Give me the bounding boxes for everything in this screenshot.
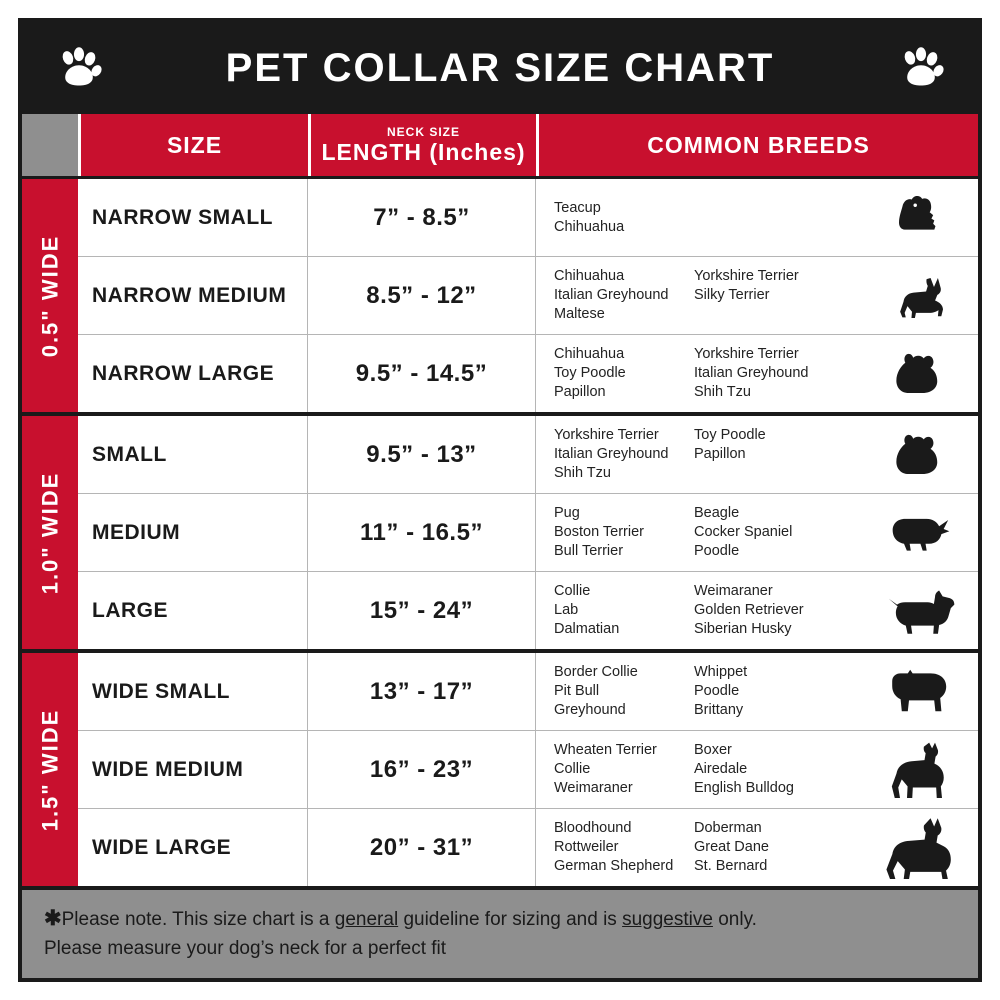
breed-item: Chihuahua <box>554 346 625 362</box>
row-breeds <box>536 179 978 256</box>
breed-item: Lab <box>554 602 579 618</box>
breed-column-2 <box>694 741 844 798</box>
footer-line-2: Please measure your dog’s neck for a perfect fit <box>44 938 447 959</box>
table-header-row <box>22 114 978 179</box>
breed-column-1 <box>554 345 694 402</box>
group-label-standard <box>22 416 78 649</box>
breed-item: Wheaten Terrier <box>554 742 657 758</box>
group-label-text: 1.5" WIDE <box>37 708 63 831</box>
breed-column-2 <box>694 582 844 639</box>
row-length: 8.5” - 12” <box>308 257 536 334</box>
row-length: 13” - 17” <box>308 653 536 730</box>
footer-text-b: guideline for sizing and is <box>398 909 623 930</box>
row-length: 11” - 16.5” <box>308 494 536 571</box>
column-header-length <box>311 114 539 176</box>
row-size: WIDE LARGE <box>78 809 308 886</box>
group-label-wide <box>22 653 78 886</box>
row-size: NARROW SMALL <box>78 179 308 256</box>
breed-item: Bull Terrier <box>554 543 624 559</box>
breed-item: Airedale <box>694 761 748 777</box>
breed-column-2 <box>694 345 844 402</box>
table-body <box>22 179 978 886</box>
breed-item: Toy Poodle <box>694 427 766 443</box>
breed-column-2 <box>694 504 844 561</box>
asterisk-icon: ✱ <box>44 907 62 930</box>
footer-text-c: only. <box>712 909 757 930</box>
breed-column-2 <box>694 819 844 876</box>
row-length: 7” - 8.5” <box>308 179 536 256</box>
row-size: SMALL <box>78 416 308 493</box>
group-rows <box>78 653 978 886</box>
breed-item: Boxer <box>694 742 732 758</box>
doberman-silhouette <box>876 817 972 879</box>
breed-item: Chihuahua <box>554 268 625 284</box>
breed-item: Greyhound <box>554 702 626 718</box>
footer-text-a: Please note. This size chart is a <box>61 909 335 930</box>
breed-column-1 <box>554 819 694 876</box>
breed-item: Rottweiler <box>554 839 619 855</box>
breed-item: Siberian Husky <box>694 621 792 637</box>
breed-column-1 <box>554 741 694 798</box>
breed-item: Yorkshire Terrier <box>694 268 799 284</box>
breed-item: Weimaraner <box>694 583 773 599</box>
breed-item: Pit Bull <box>554 683 600 699</box>
column-header-size: SIZE <box>81 114 311 176</box>
row-size: LARGE <box>78 572 308 649</box>
table-row <box>78 809 978 886</box>
boxer-silhouette <box>876 741 972 799</box>
group-rows <box>78 416 978 649</box>
row-breeds <box>536 416 978 493</box>
footer-line-1 <box>44 904 956 934</box>
paw-icon <box>56 45 102 91</box>
breed-column-1 <box>554 426 694 483</box>
breed-column-2 <box>694 199 844 237</box>
row-breeds <box>536 653 978 730</box>
row-breeds <box>536 335 978 412</box>
row-length: 15” - 24” <box>308 572 536 649</box>
breed-column-1 <box>554 267 694 324</box>
breed-item: Chihuahua <box>554 218 625 235</box>
footer-note <box>22 886 978 978</box>
breed-item: Papillon <box>554 384 606 400</box>
breed-item: German Shepherd <box>554 858 674 874</box>
row-size: WIDE SMALL <box>78 653 308 730</box>
row-breeds <box>536 731 978 808</box>
size-group <box>22 179 978 416</box>
group-label-text: 1.0" WIDE <box>37 471 63 594</box>
breed-item: Border Collie <box>554 664 638 680</box>
breed-item: Shih Tzu <box>554 465 611 481</box>
table-row <box>78 572 978 649</box>
breed-column-1 <box>554 582 694 639</box>
row-length: 16” - 23” <box>308 731 536 808</box>
table-row <box>78 416 978 494</box>
chihuahua-silhouette <box>876 274 972 318</box>
breed-item: Weimaraner <box>554 780 633 796</box>
breed-item: English Bulldog <box>694 780 794 796</box>
breed-item: Brittany <box>694 702 744 718</box>
footer-underline-suggestive: suggestive <box>622 909 713 930</box>
table-row <box>78 179 978 257</box>
breed-item: Toy Poodle <box>554 365 626 381</box>
size-group <box>22 653 978 886</box>
breed-column-2 <box>694 267 844 324</box>
footer-underline-general: general <box>334 909 399 930</box>
row-breeds <box>536 572 978 649</box>
row-breeds <box>536 494 978 571</box>
breed-item: St. Bernard <box>694 858 768 874</box>
breed-item: Beagle <box>694 505 740 521</box>
breed-item: Italian Greyhound <box>554 287 669 303</box>
breed-item: Whippet <box>694 664 748 680</box>
breed-item: Boston Terrier <box>554 524 644 540</box>
row-length: 9.5” - 14.5” <box>308 335 536 412</box>
column-header-length-label: LENGTH (Inches) <box>321 138 526 165</box>
column-header-breeds: COMMON BREEDS <box>539 114 978 176</box>
row-size: WIDE MEDIUM <box>78 731 308 808</box>
papillon-silhouette <box>876 432 972 478</box>
row-breeds <box>536 257 978 334</box>
breed-item: Collie <box>554 761 591 777</box>
chart-frame <box>18 18 982 982</box>
breed-item: Teacup <box>554 199 601 216</box>
row-length: 9.5” - 13” <box>308 416 536 493</box>
chart-header <box>22 22 978 114</box>
breed-item: Italian Greyhound <box>554 446 669 462</box>
breed-item: Papillon <box>694 446 746 462</box>
group-label-text: 0.5" WIDE <box>37 234 63 357</box>
breed-item: Pug <box>554 505 580 521</box>
breed-item: Collie <box>554 583 591 599</box>
table-row <box>78 335 978 412</box>
breed-item: Cocker Spaniel <box>694 524 793 540</box>
breed-item: Poodle <box>694 543 740 559</box>
row-size: NARROW MEDIUM <box>78 257 308 334</box>
row-size: MEDIUM <box>78 494 308 571</box>
breed-item: Dalmatian <box>554 621 620 637</box>
terrier-silhouette <box>876 196 972 240</box>
breed-item: Yorkshire Terrier <box>694 346 799 362</box>
table-row <box>78 257 978 335</box>
group-label-narrow <box>22 179 78 412</box>
paw-icon <box>898 45 944 91</box>
pug-silhouette <box>876 513 972 553</box>
page-title: PET COLLAR SIZE CHART <box>225 45 775 90</box>
breed-item: Silky Terrier <box>694 287 770 303</box>
breed-item: Italian Greyhound <box>694 365 809 381</box>
breed-column-1 <box>554 663 694 720</box>
breed-item: Doberman <box>694 820 762 836</box>
breed-item: Bloodhound <box>554 820 632 836</box>
breed-column-2 <box>694 426 844 483</box>
group-rows <box>78 179 978 412</box>
table-row <box>78 653 978 731</box>
breed-item: Golden Retriever <box>694 602 804 618</box>
breed-item: Poodle <box>694 683 740 699</box>
row-size: NARROW LARGE <box>78 335 308 412</box>
width-column-header-spacer <box>22 114 81 176</box>
breed-item: Great Dane <box>694 839 769 855</box>
breed-item: Maltese <box>554 306 605 322</box>
row-breeds <box>536 809 978 886</box>
column-header-neck-size: NECK SIZE <box>386 124 460 139</box>
breed-item: Shih Tzu <box>694 384 751 400</box>
breed-column-2 <box>694 663 844 720</box>
breed-column-1 <box>554 199 694 237</box>
papillon-silhouette <box>876 351 972 397</box>
row-length: 20” - 31” <box>308 809 536 886</box>
table-row <box>78 731 978 809</box>
table-row <box>78 494 978 572</box>
bulldog-silhouette <box>876 668 972 716</box>
breed-item: Yorkshire Terrier <box>554 427 659 443</box>
breed-column-1 <box>554 504 694 561</box>
size-group <box>22 416 978 653</box>
retriever-silhouette <box>876 587 972 635</box>
